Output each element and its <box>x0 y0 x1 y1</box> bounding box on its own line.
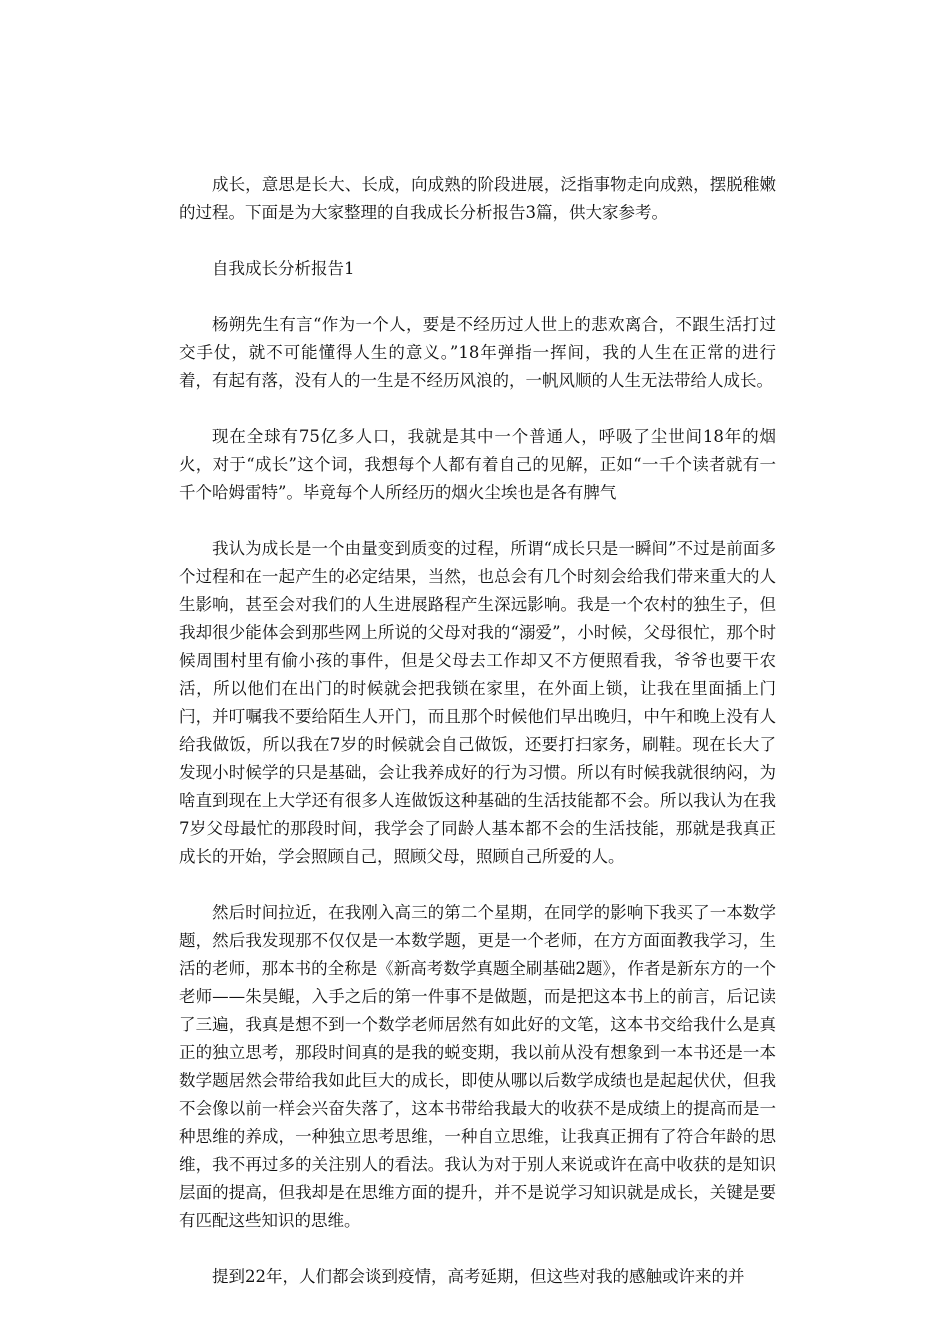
intro-paragraph: 成长，意思是长大、长成，向成熟的阶段进展，泛指事物走向成熟，摆脱稚嫩的过程。下面是为大家整理的自我成长分析报告3篇，供大家参考。 <box>179 175 776 222</box>
section-heading: 自我成长分析报告1 <box>212 259 355 278</box>
body-paragraph: 现在全球有75亿多人口，我就是其中一个普通人，呼吸了尘世间18年的烟火，对于“成长”这个词，我想每个人都有着自己的见解，正如“一千个读者就有一千个哈姆雷特”。毕竟每个人所经历的烟火尘埃也是各有脾气 <box>179 427 776 502</box>
body-paragraph: 我认为成长是一个由量变到质变的过程，所谓“成长只是一瞬间”不过是前面多个过程和在一起产生的必定结果，当然，也总会有几个时刻会给我们带来重大的人生影响，甚至会对我们的人生进展路程产生深远影响。我是一个农村的独生子，但我却很少能体会到那些网上所说的父母对我的“溺爱”，小时候，父母很忙，那个时候周围村里有偷小孩的事件，但是父母去工作却又不方便照看我，爷爷也要干农活，所以他们在出门的时候就会把我锁在家里，在外面上锁，让我在里面插上门闩，并叮嘱我不要给陌生人开门，而且那个时候他们早出晚归，中午和晚上没有人给我做饭，所以我在7岁的时候就会自己做饭，还要打扫家务，刷鞋。现在长大了发现小时候学的只是基础，会让我养成好的行为习惯。所以有时候我就很纳闷，为啥直到现在上大学还有很多人连做饭这种基础的生活技能都不会。所以我认为在我7岁父母最忙的那段时间，我学会了同龄人基本都不会的生活技能，那就是我真正成长的开始，学会照顾自己，照顾父母，照顾自己所爱的人。 <box>179 539 776 866</box>
document-body <box>179 171 776 1319</box>
body-paragraph: 然后时间拉近，在我刚入高三的第二个星期，在同学的影响下我买了一本数学题，然后我发现那不仅仅是一本数学题，更是一个老师，在方方面面教我学习，生活的老师，那本书的全称是《新高考数学真题全刷基础2题》，作者是新东方的一个老师——朱昊鲲，入手之后的第一件事不是做题，而是把这本书上的前言，后记读了三遍，我真是想不到一个数学老师居然有如此好的文笔，这本书交给我什么是真正的独立思考，那段时间真的是我的蜕变期，我以前从没有想象到一本书还是一本数学题居然会带给我如此巨大的成长，即使从哪以后数学成绩也是起起伏伏，但我不会像以前一样会兴奋失落了，这本书带给我最大的收获不是成绩上的提高而是一种思维的养成，一种独立思考思维，一种自立思维，让我真正拥有了符合年龄的思维，我不再过多的关注别人的看法。我认为对于别人来说或许在高中收获的是知识层面的提高，但我却是在思维方面的提升，并不是说学习知识就是成长，关键是要有匹配这些知识的思维。 <box>179 903 776 1230</box>
body-paragraph: 杨朔先生有言“作为一个人，要是不经历过人世上的悲欢离合，不跟生活打过交手仗，就不可能懂得人生的意义。”18年弹指一挥间，我的人生在正常的进行着，有起有落，没有人的一生是不经历风浪的，一帆风顺的人生无法带给人成长。 <box>179 315 776 390</box>
body-paragraph: 提到22年，人们都会谈到疫情，高考延期，但这些对我的感触或许来的并 <box>212 1267 745 1286</box>
